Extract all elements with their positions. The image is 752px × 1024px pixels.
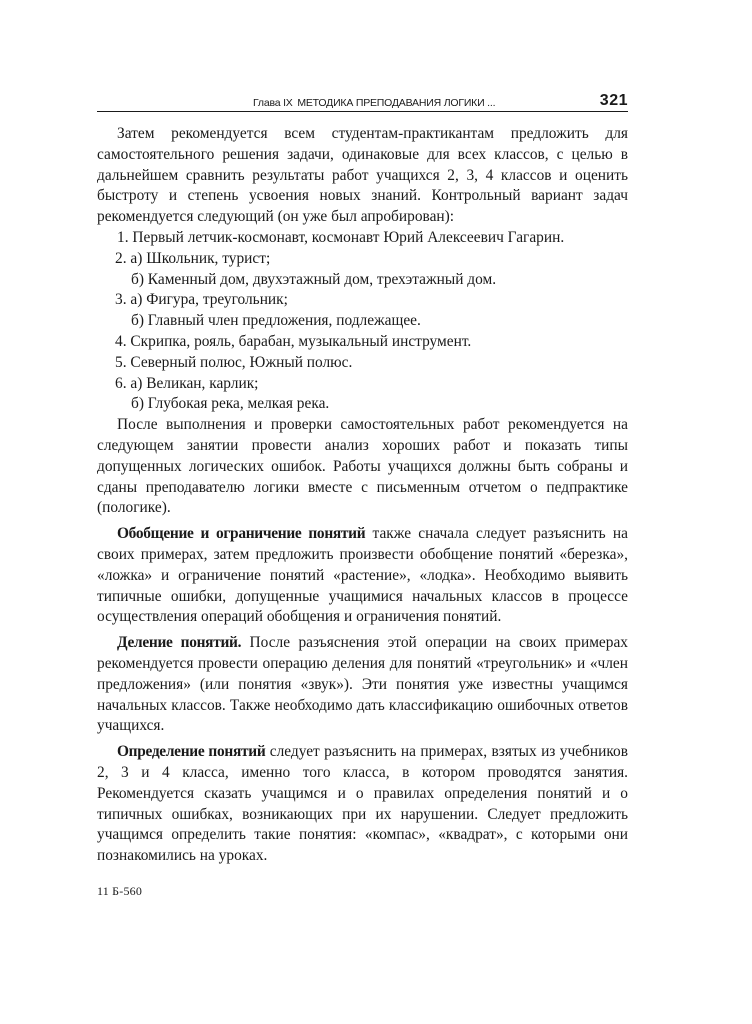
task-item-3b: б) Главный член предложения, подлежащее. bbox=[131, 312, 421, 330]
definition-title: Определение понятий bbox=[117, 743, 266, 761]
division-title: Деление понятий. bbox=[117, 634, 242, 652]
intro-paragraph: Затем рекомендуется всем студентам-практикантам предложить для самостоятельного решения задачи, одинаковые для всех классов, с целью в дальнейшем сравнить результаты работ учащихся 2, 3, 4 классов и оценить быстроту и степень усвоения новых знаний. Контрольный вариант задач рекомендуется следующий (он уже был апробирован): bbox=[97, 125, 628, 226]
after-tasks-paragraph: После выполнения и проверки самостоятельных работ рекомендуется на следующем занятии провести анализ хороших работ и показать типы допущенных логических ошибок. Работы учащихся должны быть собраны и сданы преподавателю логики вместе с письменным отчетом о педпрактике (пологике). bbox=[97, 416, 628, 517]
task-item-5: 5. Северный полюс, Южный полюс. bbox=[115, 353, 353, 371]
chapter-label: Глава IX bbox=[253, 97, 293, 109]
task-item-2a: 2. а) Школьник, турист; bbox=[115, 249, 271, 267]
page-body bbox=[97, 124, 628, 867]
page-header bbox=[97, 92, 628, 112]
definition-paragraph bbox=[97, 742, 628, 867]
printer-signature: 11 Б-560 bbox=[97, 884, 143, 898]
page-number: 321 bbox=[599, 92, 628, 109]
definition-text: следует разъяснить на примерах, взятых из учебников 2, 3 и 4 класса, именно того класса, в котором проводятся занятия. Рекомендуется сказать учащимся и о правилах определения понятий и о типичных ошибках, возникающих при их нарушении. Следует предложить учащимся определить такие понятия: «компас», «квадрат», с которыми они познакомились на уроках. bbox=[97, 743, 628, 865]
division-paragraph bbox=[97, 633, 628, 737]
task-item-6b: б) Глубокая река, мелкая река. bbox=[131, 395, 330, 413]
generalization-text: также сначала следует разъяснить на своих примерах, затем предложить произвести обобщение понятий «березка», «ложка» и ограничение понятий «растение», «лодка». Необходимо выявить типичные ошибки, допущенные учащимися начальных классов в процессе осуществления операций обобщения и ограничения понятий. bbox=[97, 525, 628, 626]
header-rule bbox=[97, 111, 628, 112]
task-item-2b: б) Каменный дом, двухэтажный дом, трехэтажный дом. bbox=[131, 270, 497, 288]
task-item-6a: 6. а) Великан, карлик; bbox=[115, 374, 259, 392]
task-item-4: 4. Скрипка, рояль, барабан, музыкальный инструмент. bbox=[115, 332, 472, 350]
task-item-1: 1. Первый летчик-космонавт, космонавт Юрий Алексеевич Гагарин. bbox=[117, 228, 565, 246]
chapter-title: МЕТОДИКА ПРЕПОДАВАНИЯ ЛОГИКИ ... bbox=[297, 97, 496, 109]
division-text: После разъяснения этой операции на своих примерах рекомендуется провести операцию деления для понятий «треугольник» и «член предложения» (или понятия «звук»). Эти понятия уже известны учащимся начальных классов. Также необходимо дать классификацию ошибочных ответов учащихся. bbox=[97, 634, 628, 735]
task-item-3a: 3. а) Фигура, треугольник; bbox=[115, 291, 288, 309]
generalization-paragraph bbox=[97, 524, 628, 628]
running-head bbox=[253, 97, 495, 109]
generalization-title: Обобщение и ограничение понятий bbox=[117, 525, 366, 543]
task-list bbox=[97, 228, 628, 415]
